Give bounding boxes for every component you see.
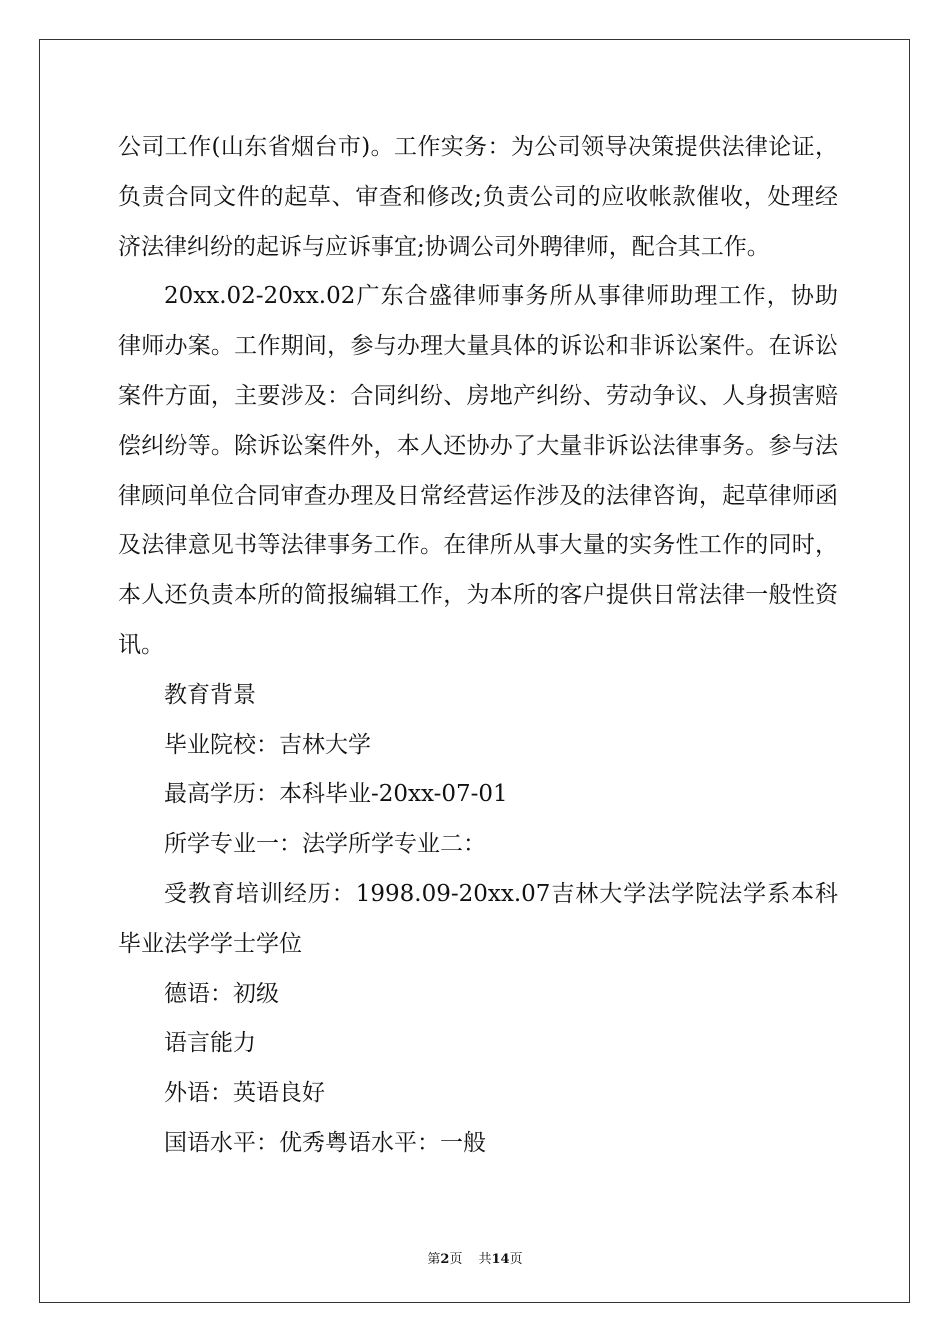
section-heading-language: 语言能力 [164,1030,256,1057]
paragraph-company-work: 公司工作(山东省烟台市)。工作实务：为公司领导决策提供法律论证，负责合同文件的起草、审查和修改;负责公司的应收帐款催收，处理经济法律纠纷的起诉与应诉事宜;协调公司外聘律师，配合其工作。 [118,134,838,260]
line-mandarin-cantonese: 国语水平：优秀粤语水平：一般 [164,1129,486,1156]
footer-page-prefix: 第 [427,1252,441,1267]
footer-page-number: 2 [440,1252,450,1267]
page-footer [0,1248,950,1267]
paragraph-education-history: 受教育培训经历：1998.09-20xx.07吉林大学法学院法学系本科毕业法学学士学位 [118,880,838,957]
footer-page-suffix: 页 [449,1252,463,1267]
line-german: 德语：初级 [164,980,279,1007]
line-highest-degree: 最高学历：本科毕业-20xx-07-01 [164,781,508,808]
section-heading-education: 教育背景 [164,681,256,708]
document-body [118,123,838,1169]
line-foreign-language: 外语：英语良好 [164,1080,325,1107]
paragraph-law-firm-work: 20xx.02-20xx.02广东合盛律师事务所从事律师助理工作，协助律师办案。工作期间，参与办理大量具体的诉讼和非诉讼案件。在诉讼案件方面，主要涉及：合同纠纷、房地产纠纷、劳动争议、人身损害赔偿纠纷等。除诉讼案件外，本人还协办了大量非诉讼法律事务。参与法律顾问单位合同审查办理及日常经营运作涉及的法律咨询，起草律师函及法律意见书等法律事务工作。在律所从事大量的实务性工作的同时，本人还负责本所的简报编辑工作，为本所的客户提供日常法律一般性资讯。 [118,283,838,658]
line-graduate-school: 毕业院校：吉林大学 [164,731,371,758]
footer-total-pages: 14 [491,1252,510,1267]
footer-total-suffix: 页 [509,1252,523,1267]
line-majors: 所学专业一：法学所学专业二： [164,831,486,858]
footer-total-prefix: 共 [478,1252,492,1267]
